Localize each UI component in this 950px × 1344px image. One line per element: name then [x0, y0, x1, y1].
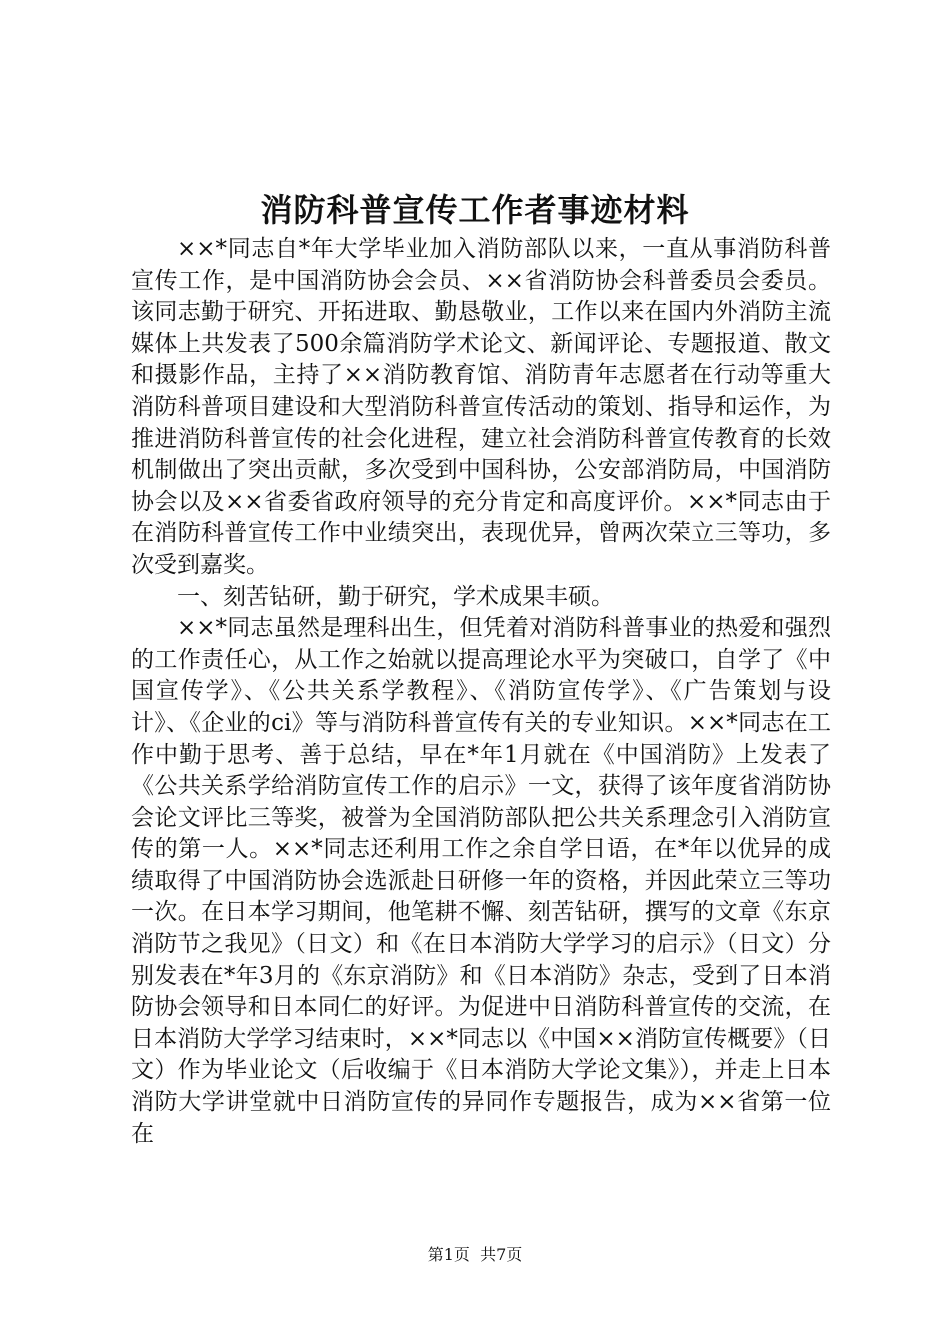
- section-heading-1: 一、刻苦钻研，勤于研究，学术成果丰硕。: [177, 583, 614, 610]
- page-footer: [0, 1243, 950, 1267]
- document-title: 消防科普宣传工作者事迹材料: [260, 191, 690, 229]
- paragraph-section-1: ××*同志虽然是理科出生，但凭着对消防科普事业的热爱和强烈的工作责任心，从工作之始就以提高理论水平为突破口，自学了《中国宣传学》、《公共关系学教程》、《消防宣传学》、《广告策划与设计》、《企业的ci》等与消防科普宣传有关的专业知识。××*同志在工作中勤于思考、善于总结，早在*年1月就在《中国消防》上发表了《公共关系学给消防宣传工作的启示》一文，获得了该年度省消防协会论文评比三等奖，被誉为全国消防部队把公共关系理念引入消防宣传的第一人。××*同志还利用工作之余自学日语，在*年以优异的成绩取得了中国消防协会选派赴日研修一年的资格，并因此荣立三等功一次。在日本学习期间，他笔耕不懈、刻苦钻研，撰写的文章《东京消防节之我见》（日文）和《在日本消防大学学习的启示》（日文）分别发表在*年3月的《东京消防》和《日本消防》杂志，受到了日本消防协会领导和日本同仁的好评。为促进中日消防科普宣传的交流，在日本消防大学学习结束时，××*同志以《中国××消防宣传概要》（日文）作为毕业论文（后收编于《日本消防大学论文集》），并走上日本消防大学讲堂就中日消防宣传的异同作专题报告，成为××省第一位在: [131, 615, 831, 1147]
- paragraph-intro: ××*同志自*年大学毕业加入消防部队以来，一直从事消防科普宣传工作，是中国消防协会会员、××省消防协会科普委员会委员。该同志勤于研究、开拓进取、勤恳敬业，工作以来在国内外消防主流媒体上共发表了500余篇消防学术论文、新闻评论、专题报道、散文和摄影作品，主持了××消防教育馆、消防青年志愿者在行动等重大消防科普项目建设和大型消防科普宣传活动的策划、指导和运作，为推进消防科普宣传的社会化进程，建立社会消防科普宣传教育的长效机制做出了突出贡献，多次受到中国科协，公安部消防局，中国消防协会以及××省委省政府领导的充分肯定和高度评价。××*同志由于在消防科普宣传工作中业绩突出，表现优异，曾两次荣立三等功，多次受到嘉奖。: [131, 236, 831, 578]
- document-body: [131, 234, 831, 1150]
- page-number: 第1页 共7页: [427, 1245, 523, 1264]
